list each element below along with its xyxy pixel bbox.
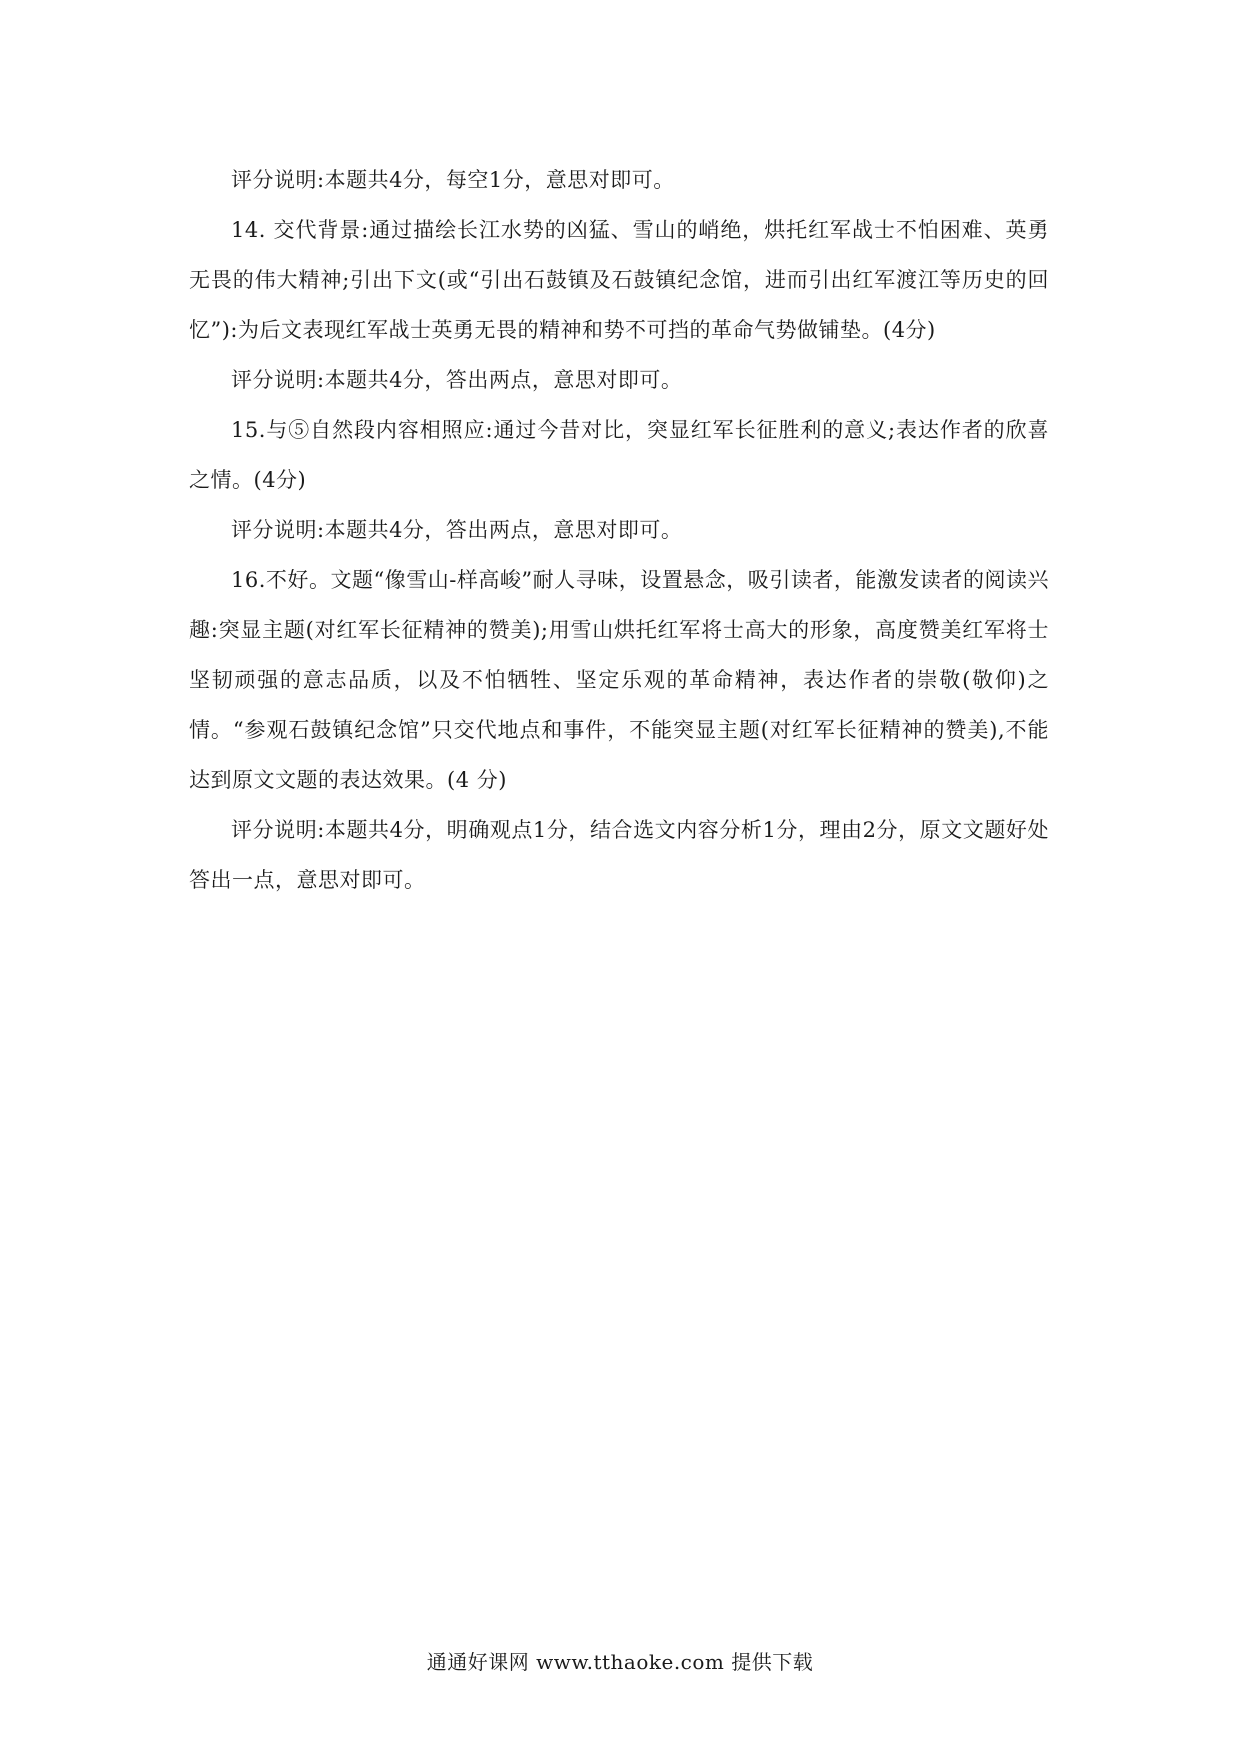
scoring-note-13: 评分说明:本题共4分，每空1分，意思对即可。 [231, 168, 675, 192]
scoring-note-14: 评分说明:本题共4分，答出两点，意思对即可。 [231, 368, 683, 392]
document-body [189, 155, 1049, 905]
scoring-note-16: 评分说明:本题共4分，明确观点1分，结合选文内容分析1分，理由2分，原文文题好处答出一点，意思对即可。 [189, 818, 1049, 892]
scoring-note-15: 评分说明:本题共4分，答出两点，意思对即可。 [231, 518, 683, 542]
answer-15: 15.与⑤自然段内容相照应:通过今昔对比，突显红军长征胜利的意义;表达作者的欣喜之情。(4分) [189, 418, 1049, 492]
page-footer: 通通好课网 www.tthaoke.com 提供下载 [426, 1650, 814, 1674]
answer-14: 14. 交代背景:通过描绘长江水势的凶猛、雪山的峭绝，烘托红军战士不怕困难、英勇无畏的伟大精神;引出下文(或“引出石鼓镇及石鼓镇纪念馆，进而引出红军渡江等历史的回忆”):为后文表现红军战士英勇无畏的精神和势不可挡的革命气势做铺垫。(4分) [189, 218, 1049, 342]
answer-16: 16.不好。文题“像雪山-样高峻”耐人寻味，设置悬念，吸引读者，能激发读者的阅读兴趣:突显主题(对红军长征精神的赞美);用雪山烘托红军将士高大的形象，高度赞美红军将士坚韧顽强的意志品质，以及不怕牺牲、坚定乐观的革命精神，表达作者的崇敬(敬仰)之情。“参观石鼓镇纪念馆”只交代地点和事件，不能突显主题(对红军长征精神的赞美),不能达到原文文题的表达效果。(4 分) [189, 568, 1049, 792]
